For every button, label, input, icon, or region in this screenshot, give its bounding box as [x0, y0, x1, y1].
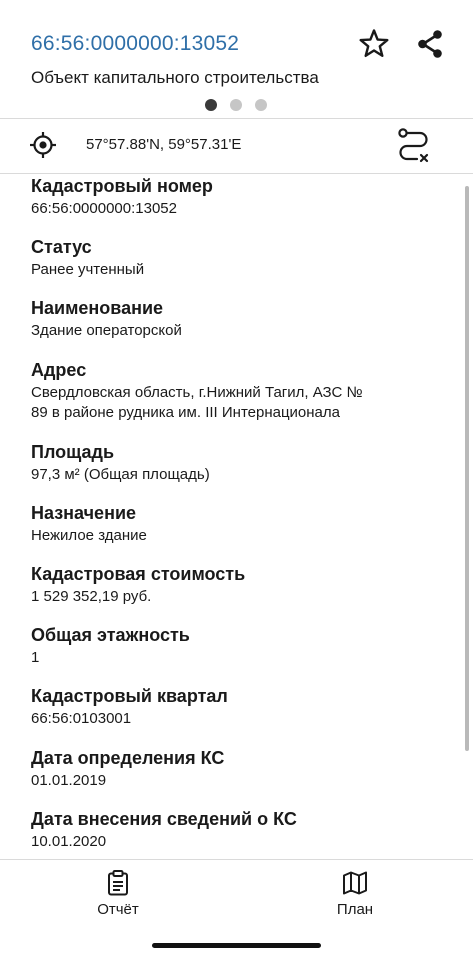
field-value-line2: 89 в районе рудника им. III Интернационала	[31, 404, 340, 421]
tab-plan[interactable]	[295, 870, 415, 918]
field-label: Адрес	[31, 360, 87, 380]
field-label: Площадь	[31, 442, 115, 462]
field-value: Ранее учтенный	[31, 261, 145, 278]
locate-button[interactable]	[29, 131, 57, 159]
map-icon	[342, 870, 368, 896]
field-label: Наименование	[31, 298, 164, 318]
field-value: 10.01.2020	[31, 833, 107, 850]
tab-report-label: Отчёт	[97, 901, 139, 918]
coordinates-text[interactable]: 57°57.88'N, 59°57.31'E	[86, 136, 242, 153]
tab-plan-label: План	[336, 901, 374, 918]
cadastral-number-title: 66:56:0000000:13052	[31, 32, 240, 55]
share-icon	[413, 27, 447, 61]
field-label: Дата определения КС	[31, 748, 225, 768]
field-purpose	[31, 501, 436, 546]
star-outline-icon	[357, 27, 391, 61]
field-valuation-entry-date	[31, 807, 436, 852]
field-value: 1	[31, 649, 40, 666]
pager-dot-3[interactable]	[255, 99, 267, 111]
field-cadastral-quarter	[31, 684, 436, 729]
field-value: 1 529 352,19 руб.	[31, 588, 152, 605]
field-value: Нежилое здание	[31, 527, 147, 544]
field-address	[31, 358, 436, 423]
tab-report[interactable]	[58, 870, 178, 918]
home-indicator[interactable]	[152, 943, 321, 948]
field-cadastral-number	[31, 174, 436, 219]
field-cadastral-value	[31, 562, 436, 607]
field-value: Здание операторской	[31, 322, 182, 339]
field-name	[31, 296, 436, 341]
field-valuation-date	[31, 746, 436, 791]
field-label: Статус	[31, 237, 92, 257]
field-value: 97,3 м² (Общая площадь)	[31, 466, 210, 483]
object-type-label: Объект капитального строительства	[31, 68, 319, 87]
scrollbar[interactable]	[465, 186, 469, 751]
target-icon	[29, 131, 57, 159]
field-label: Дата внесения сведений о КС	[31, 809, 297, 829]
field-value: 01.01.2019	[31, 772, 107, 789]
coordinates-bar	[0, 119, 473, 173]
pager-dot-2[interactable]	[230, 99, 242, 111]
favorite-button[interactable]	[357, 27, 391, 61]
field-value[interactable]: 66:56:0103001	[31, 710, 132, 727]
route-cancel-icon	[395, 127, 433, 165]
pager-dots[interactable]	[205, 99, 267, 111]
field-label: Кадастровый номер	[31, 176, 213, 196]
field-label: Назначение	[31, 503, 137, 523]
field-floors	[31, 623, 436, 668]
field-label: Кадастровая стоимость	[31, 564, 246, 584]
field-value[interactable]: 66:56:0000000:13052	[31, 200, 177, 217]
field-label: Общая этажность	[31, 625, 190, 645]
field-label: Кадастровый квартал	[31, 686, 228, 706]
object-header	[0, 0, 473, 118]
details-list[interactable]	[0, 174, 473, 859]
field-value: Свердловская область, г.Нижний Тагил, АЗС №	[31, 384, 363, 401]
pager-dot-1[interactable]	[205, 99, 217, 111]
clipboard-icon	[106, 870, 130, 896]
route-button[interactable]	[395, 127, 433, 165]
share-button[interactable]	[413, 27, 447, 61]
field-area	[31, 440, 436, 485]
field-status	[31, 235, 436, 280]
